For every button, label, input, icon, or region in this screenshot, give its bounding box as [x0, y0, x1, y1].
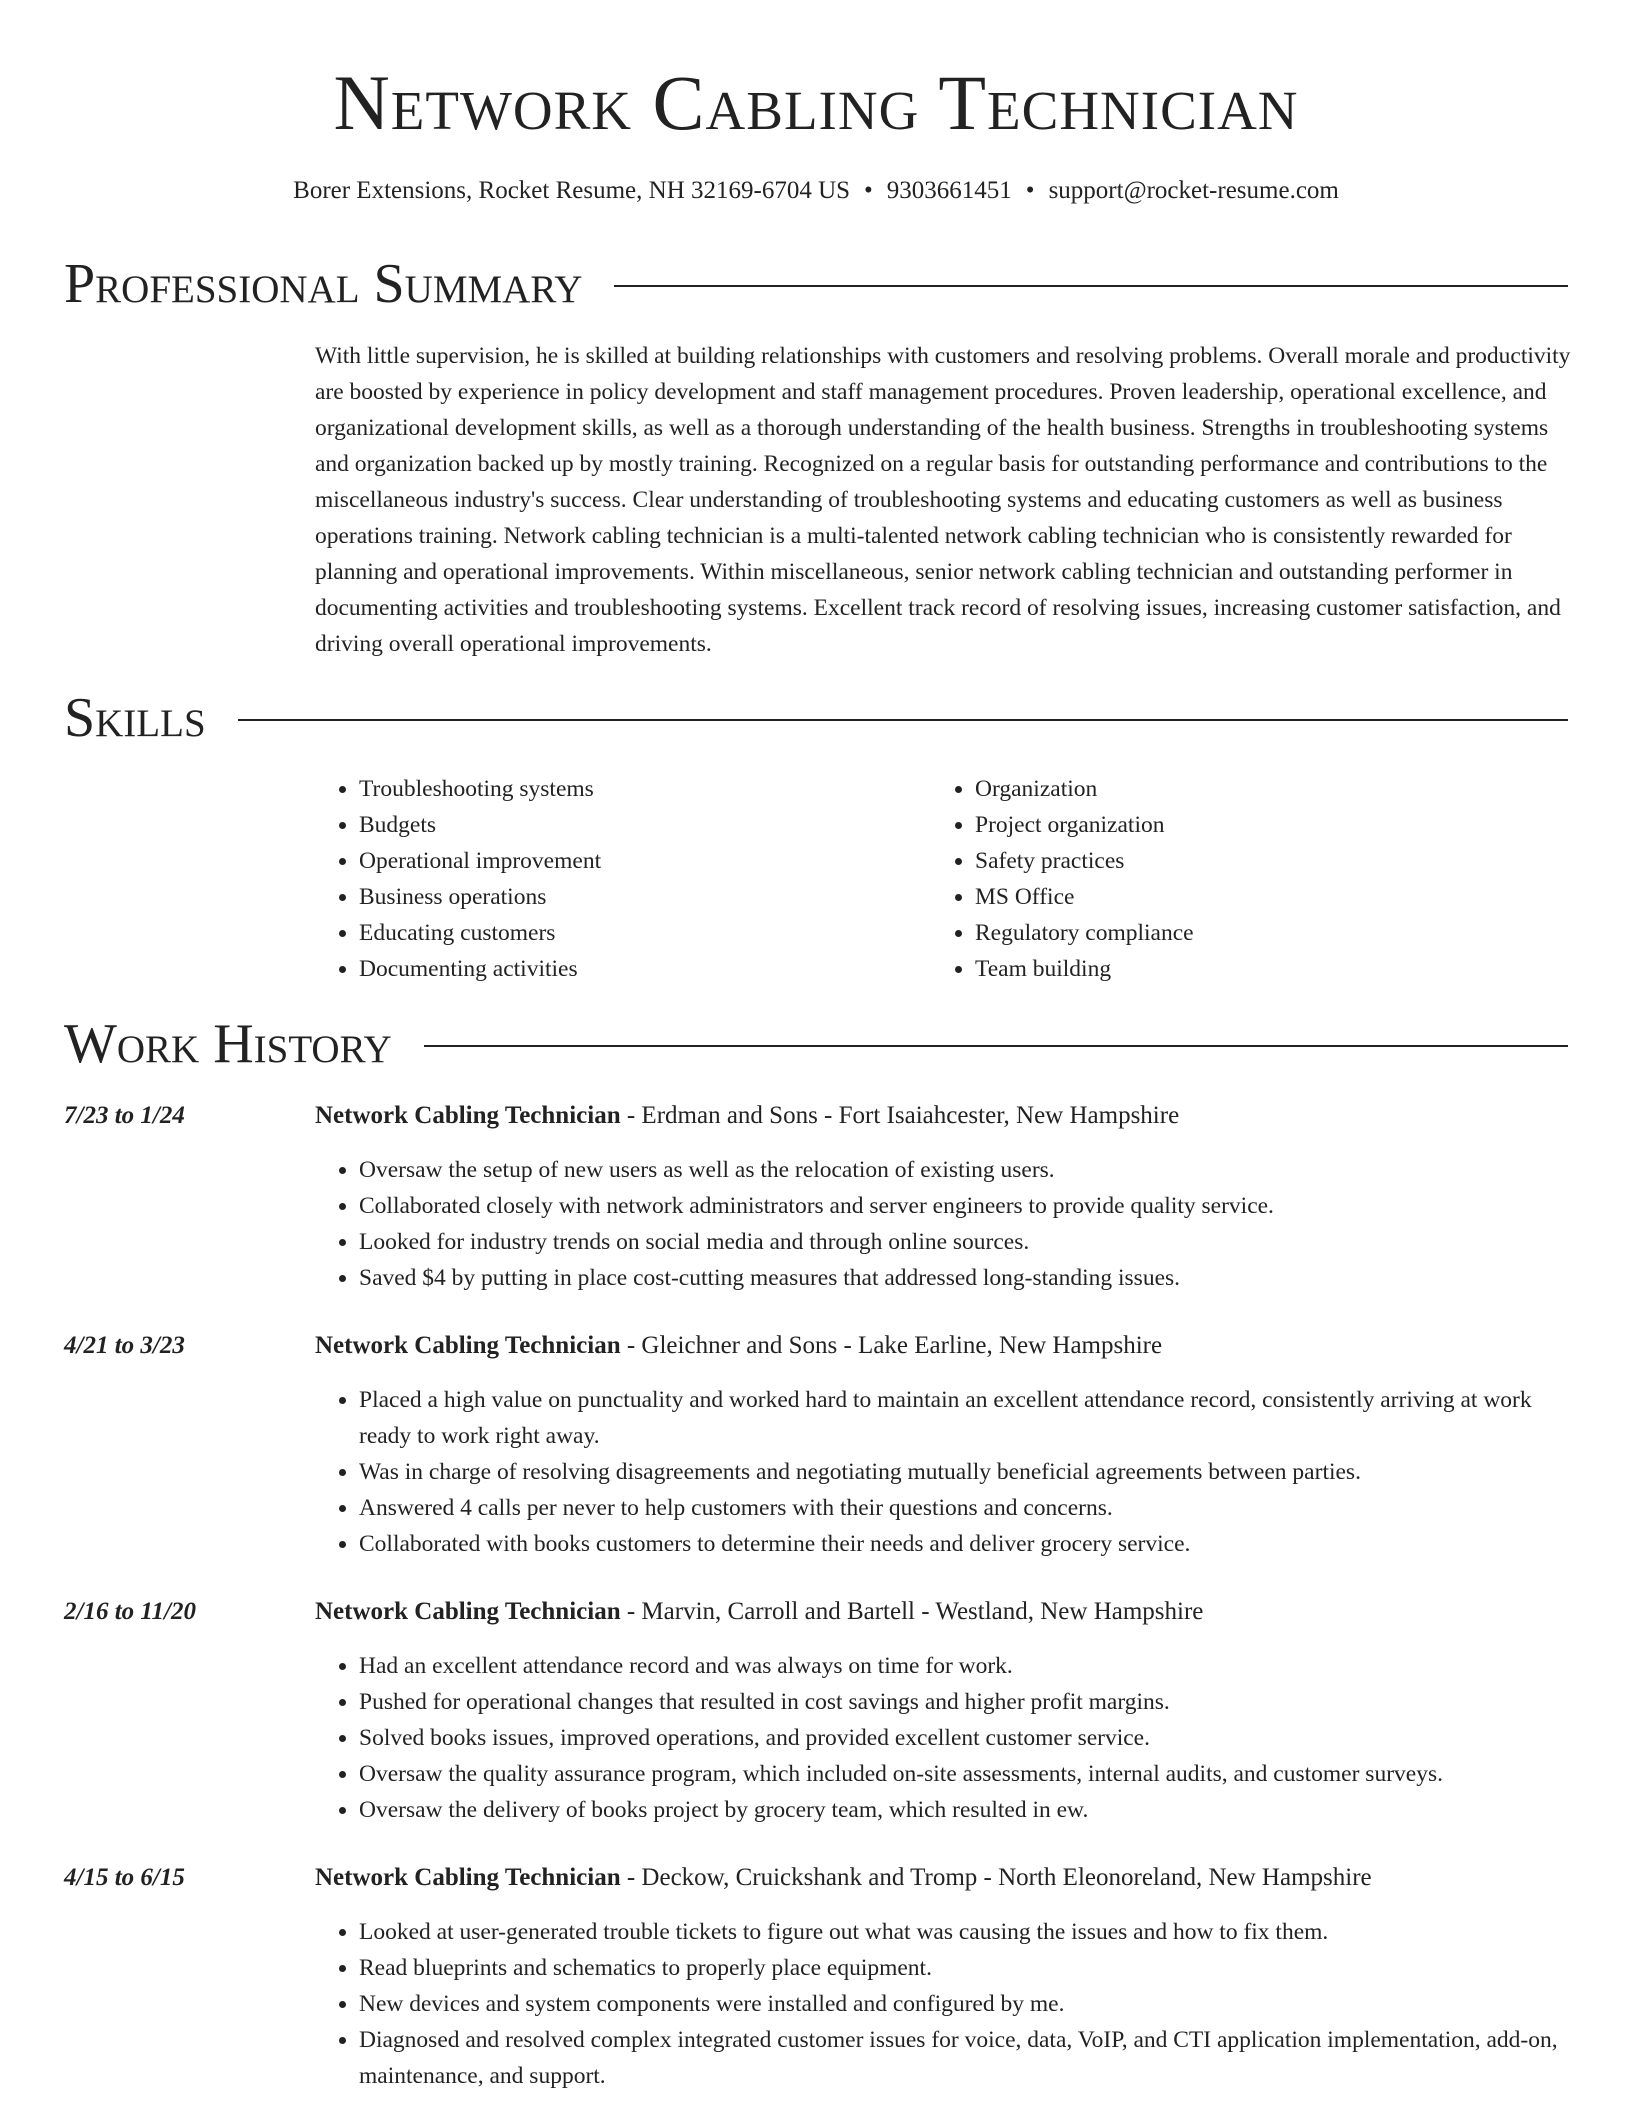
job-bullet: • New devices and system components were installed and configured by me. [359, 1986, 1568, 2022]
job-header [64, 1328, 1568, 1364]
job-bullet: • Looked for industry trends on social media and through online sources. [359, 1224, 1568, 1260]
contact-email: support@rocket-resume.com [1048, 177, 1339, 204]
job-bullet: • Answered 4 calls per never to help customers with their questions and concerns. [359, 1490, 1568, 1526]
section-divider [424, 1045, 1568, 1047]
skill-item: • Documenting activities [359, 951, 931, 987]
job-bullet: • Placed a high value on punctuality and worked hard to maintain an excellent attendance record, consistently arriving at work ready to work right away. [359, 1382, 1568, 1454]
work-section-header [64, 1012, 1568, 1076]
skill-item: • Budgets [359, 807, 931, 843]
skills-heading: Skills [64, 687, 206, 749]
summary-section-header [64, 252, 1568, 316]
job-bullet: • Diagnosed and resolved complex integrated customer issues for voice, data, VoIP, and CTI application implementation, add-on, maintenance, and support. [359, 2022, 1568, 2094]
skill-item: • Team building [975, 951, 1547, 987]
section-divider [238, 719, 1568, 721]
job-bullets [315, 1914, 1568, 2094]
job-bullet: • Oversaw the delivery of books project by grocery team, which resulted in ew. [359, 1792, 1568, 1828]
skill-item: • Troubleshooting systems [359, 771, 931, 807]
contact-line [0, 174, 1632, 208]
job-bullets [315, 1152, 1568, 1296]
job-bullet: • Read blueprints and schematics to properly place equipment. [359, 1950, 1568, 1986]
job-employer: - Deckow, Cruickshank and Tromp - North Eleonoreland, New Hampshire [620, 1864, 1372, 1891]
job-bullet: • Oversaw the quality assurance program, which included on-site assessments, internal audits, and customer surveys. [359, 1756, 1568, 1792]
job-dates: 4/15 to 6/15 [64, 1864, 185, 1891]
skills-column-right [931, 771, 1547, 987]
job-entry [64, 1860, 1568, 2094]
contact-address: Borer Extensions, Rocket Resume, NH 32169-6704 US [293, 177, 851, 204]
job-dates: 7/23 to 1/24 [64, 1102, 185, 1129]
resume-name: Network Cabling Technician [333, 59, 1299, 146]
job-bullet: • Had an excellent attendance record and was always on time for work. [359, 1648, 1568, 1684]
skill-item: • Project organization [975, 807, 1547, 843]
job-entry [64, 1328, 1568, 1562]
skill-item: • Educating customers [359, 915, 931, 951]
job-header [64, 1860, 1568, 1896]
job-bullet: • Was in charge of resolving disagreements and negotiating mutually beneficial agreements between parties. [359, 1454, 1568, 1490]
job-title: Network Cabling Technician [315, 1332, 621, 1359]
job-title: Network Cabling Technician [315, 1598, 621, 1625]
job-bullet: • Solved books issues, improved operations, and provided excellent customer service. [359, 1720, 1568, 1756]
job-bullet: • Saved $4 by putting in place cost-cutting measures that addressed long-standing issues. [359, 1260, 1568, 1296]
job-bullets [315, 1648, 1568, 1828]
job-header [64, 1594, 1568, 1630]
skill-item: • Safety practices [975, 843, 1547, 879]
job-bullet: • Pushed for operational changes that resulted in cost savings and higher profit margins. [359, 1684, 1568, 1720]
skill-item: • Business operations [359, 879, 931, 915]
skills-column-left [315, 771, 931, 987]
skill-item: • MS Office [975, 879, 1547, 915]
contact-separator: • [864, 177, 873, 204]
job-entry [64, 1098, 1568, 1296]
summary-heading: Professional Summary [64, 253, 583, 315]
job-employer: - Marvin, Carroll and Bartell - Westland, New Hampshire [620, 1598, 1204, 1625]
job-title: Network Cabling Technician [315, 1102, 621, 1129]
job-header [64, 1098, 1568, 1134]
section-divider [614, 285, 1568, 287]
contact-separator: • [1025, 177, 1035, 204]
job-bullet: • Looked at user-generated trouble tickets to figure out what was causing the issues and how to fix them. [359, 1914, 1568, 1950]
job-employer: - Erdman and Sons - Fort Isaiahcester, New Hampshire [620, 1102, 1180, 1129]
summary-text: With little supervision, he is skilled at building relationships with customers and resolving problems. Overall morale and productivity are boosted by experience in policy development and staff management procedures. Proven leadership, operational excellence, and organizational development skills, as well as a thorough understanding of the health business. Strengths in troubleshooting systems and organization backed up by mostly training. Recognized on a regular basis for outstanding performance and contributions to the miscellaneous industry's success. Clear understanding of troubleshooting systems and educating customers as well as business operations training. Network cabling technician is a multi-talented network cabling technician who is consistently rewarded for planning and operational improvements. Within miscellaneous, senior network cabling technician and outstanding performer in documenting activities and troubleshooting systems. Excellent track record of resolving issues, increasing customer satisfaction, and driving overall operational improvements. [315, 343, 1571, 657]
job-employer: - Gleichner and Sons - Lake Earline, New Hampshire [620, 1332, 1163, 1359]
skill-item: • Operational improvement [359, 843, 931, 879]
skills-list [315, 771, 1571, 987]
job-dates: 2/16 to 11/20 [64, 1598, 196, 1625]
job-bullet: • Collaborated closely with network administrators and server engineers to provide quality service. [359, 1188, 1568, 1224]
job-title: Network Cabling Technician [315, 1864, 621, 1891]
job-bullet: • Collaborated with books customers to determine their needs and deliver grocery service. [359, 1526, 1568, 1562]
job-bullets [315, 1382, 1568, 1562]
skill-item: • Organization [975, 771, 1547, 807]
job-dates: 4/21 to 3/23 [64, 1332, 185, 1359]
work-heading: Work History [64, 1013, 392, 1075]
skill-item: • Regulatory compliance [975, 915, 1547, 951]
job-entry [64, 1594, 1568, 1828]
job-bullet: • Oversaw the setup of new users as well as the relocation of existing users. [359, 1152, 1568, 1188]
skills-section-header [64, 686, 1568, 750]
contact-phone: 9303661451 [886, 177, 1012, 204]
